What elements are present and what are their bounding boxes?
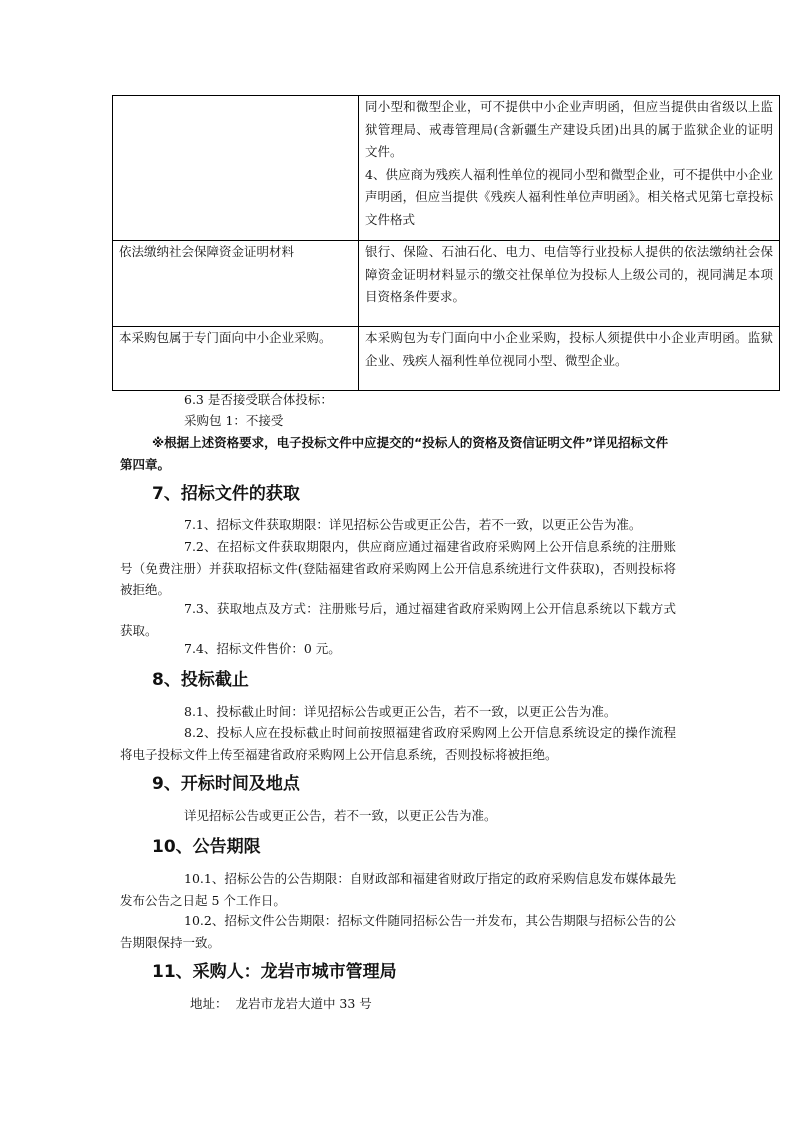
purchaser-address: 地址： 龙岩市龙岩大道中 33 号 bbox=[190, 996, 372, 1011]
table-cell-content bbox=[359, 96, 780, 241]
table-cell-label: 依法缴纳社会保障资金证明材料 bbox=[113, 241, 359, 327]
qualification-table bbox=[112, 95, 780, 391]
paragraph-10-1: 10.1、招标公告的公告期限：自财政部和福建省财政厅指定的政府采购信息发布媒体最先发布公告之日起 5 个工作日。 bbox=[120, 871, 676, 908]
paragraph-7-1: 7.1、招标文件获取期限：详见招标公告或更正公告，若不一致，以更正公告为准。 bbox=[184, 517, 642, 532]
section-heading-11: 11、采购人：龙岩市城市管理局 bbox=[152, 962, 397, 982]
paragraph-7-3: 7.3、获取地点及方式：注册账号后，通过福建省政府采购网上公开信息系统以下载方式获取。 bbox=[120, 601, 676, 638]
section-heading-7: 7、招标文件的获取 bbox=[152, 484, 300, 504]
section-heading-8: 8、投标截止 bbox=[152, 670, 249, 690]
cell-paragraph: 本采购包为专门面向中小企业采购，投标人须提供中小企业声明函。监狱企业、残疾人福利性单位视同小型、微型企业。 bbox=[365, 330, 773, 368]
section-heading-9: 9、开标时间及地点 bbox=[152, 774, 300, 794]
consortium-item: 采购包 1：不接受 bbox=[184, 413, 284, 428]
table-cell-content bbox=[359, 327, 780, 391]
qualification-note: ※根据上述资格要求，电子投标文件中应提交的“投标人的资格及资信证明文件”详见招标文件第四章。 bbox=[120, 435, 669, 472]
table-cell-label: 本采购包属于专门面向中小企业采购。 bbox=[113, 327, 359, 391]
cell-paragraph: 同小型和微型企业，可不提供中小企业声明函，但应当提供由省级以上监狱管理局、戒毒管理局(含新疆生产建设兵团)出具的属于监狱企业的证明文件。 bbox=[365, 99, 773, 160]
table-cell-content bbox=[359, 241, 780, 327]
table-row bbox=[113, 241, 780, 327]
paragraph-7-4: 7.4、招标文件售价：0 元。 bbox=[184, 641, 341, 656]
table-row bbox=[113, 327, 780, 391]
paragraph-7-2: 7.2、在招标文件获取期限内，供应商应通过福建省政府采购网上公开信息系统的注册账号（免费注册）并获取招标文件(登陆福建省政府采购网上公开信息系统进行文件获取)，否则投标将被拒绝。 bbox=[120, 539, 676, 597]
paragraph-8-1: 8.1、投标截止时间：详见招标公告或更正公告，若不一致，以更正公告为准。 bbox=[184, 704, 617, 719]
table-row bbox=[113, 96, 780, 241]
section-heading-10: 10、公告期限 bbox=[152, 837, 261, 857]
paragraph-10-2: 10.2、招标文件公告期限：招标文件随同招标公告一并发布，其公告期限与招标公告的公告期限保持一致。 bbox=[120, 913, 676, 950]
cell-paragraph: 4、供应商为残疾人福利性单位的视同小型和微型企业，可不提供中小企业声明函，但应当提供《残疾人福利性单位声明函》。相关格式见第七章投标文件格式 bbox=[365, 166, 773, 227]
cell-paragraph: 银行、保险、石油石化、电力、电信等行业投标人提供的依法缴纳社会保障资金证明材料显示的缴交社保单位为投标人上级公司的，视同满足本项目资格条件要求。 bbox=[365, 244, 773, 305]
paragraph-9-1: 详见招标公告或更正公告，若不一致，以更正公告为准。 bbox=[184, 808, 497, 823]
table-cell-label bbox=[113, 96, 359, 241]
consortium-title: 6.3 是否接受联合体投标： bbox=[184, 392, 333, 407]
paragraph-8-2: 8.2、投标人应在投标截止时间前按照福建省政府采购网上公开信息系统设定的操作流程将电子投标文件上传至福建省政府采购网上公开信息系统，否则投标将被拒绝。 bbox=[120, 725, 676, 762]
